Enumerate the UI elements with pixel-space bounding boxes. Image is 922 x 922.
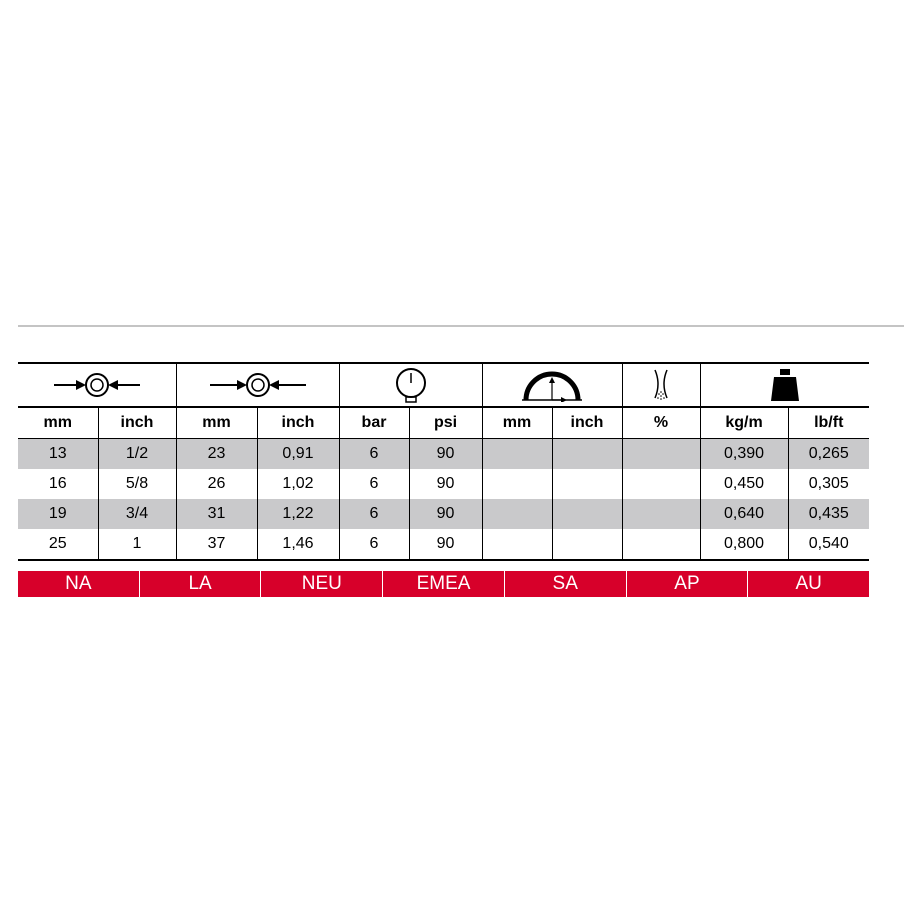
cell	[552, 439, 622, 470]
cell: 0,390	[700, 439, 788, 470]
unit-pressure-bar: bar	[339, 407, 409, 439]
pressure-gauge-icon	[393, 367, 429, 403]
cell: 1/2	[98, 439, 176, 470]
cell: 0,800	[700, 529, 788, 560]
region-na: NA	[65, 573, 92, 594]
cell	[552, 499, 622, 529]
bend-radius-header	[482, 363, 622, 407]
top-divider	[18, 325, 904, 327]
cell: 3/4	[98, 499, 176, 529]
cell: 26	[176, 469, 257, 499]
unit-pressure-psi: psi	[409, 407, 482, 439]
cell: 6	[339, 529, 409, 560]
unit-outer-inch: inch	[257, 407, 339, 439]
inner-diameter-header	[18, 363, 176, 407]
region-la: LA	[139, 571, 261, 597]
cell	[552, 529, 622, 560]
vacuum-header	[622, 363, 700, 407]
cell: 25	[18, 529, 98, 560]
cell: 6	[339, 469, 409, 499]
hose-inner-diameter-icon	[52, 369, 142, 401]
cell: 13	[18, 439, 98, 470]
cell: 90	[409, 529, 482, 560]
cell: 19	[18, 499, 98, 529]
cell	[552, 469, 622, 499]
weight-icon	[769, 368, 801, 402]
cell	[622, 529, 700, 560]
unit-inner-inch: inch	[98, 407, 176, 439]
cell: 1,02	[257, 469, 339, 499]
pressure-header	[339, 363, 482, 407]
cell: 0,305	[788, 469, 869, 499]
region-neu: NEU	[260, 571, 382, 597]
bend-radius-icon	[520, 368, 584, 402]
cell: 0,265	[788, 439, 869, 470]
cell	[482, 529, 552, 560]
cell: 0,640	[700, 499, 788, 529]
cell	[622, 439, 700, 470]
cell: 6	[339, 439, 409, 470]
cell: 0,435	[788, 499, 869, 529]
region-sa: SA	[504, 571, 626, 597]
cell	[622, 469, 700, 499]
cell: 16	[48, 475, 67, 492]
unit-weight-lbft: lb/ft	[788, 407, 869, 439]
cell: 90	[409, 499, 482, 529]
cell: 37	[176, 529, 257, 560]
table-row	[18, 439, 869, 470]
cell	[482, 469, 552, 499]
cell: 1	[98, 529, 176, 560]
table-row	[18, 469, 869, 499]
unit-weight-kgm: kg/m	[700, 407, 788, 439]
vacuum-icon	[646, 368, 676, 402]
cell: 5/8	[98, 469, 176, 499]
outer-diameter-header	[176, 363, 339, 407]
region-au: AU	[747, 571, 869, 597]
cell: 1,46	[257, 529, 339, 560]
region-bar	[18, 571, 869, 597]
unit-inner-mm: mm	[18, 407, 98, 439]
cell: 0,540	[788, 529, 869, 560]
cell	[482, 439, 552, 470]
region-emea: EMEA	[382, 571, 504, 597]
cell: 1,22	[257, 499, 339, 529]
table-row	[18, 499, 869, 529]
cell	[622, 499, 700, 529]
cell: 0,450	[700, 469, 788, 499]
cell: 90	[409, 469, 482, 499]
unit-vacuum-percent: %	[622, 407, 700, 439]
unit-bend-mm: mm	[482, 407, 552, 439]
unit-outer-mm: mm	[176, 407, 257, 439]
cell: 23	[176, 439, 257, 470]
region-ap: AP	[626, 571, 748, 597]
hose-outer-diameter-icon	[208, 369, 308, 401]
cell: 90	[409, 439, 482, 470]
table-row	[18, 529, 869, 560]
spec-table	[18, 362, 869, 561]
cell: 6	[339, 499, 409, 529]
weight-header	[700, 363, 869, 407]
unit-bend-inch: inch	[552, 407, 622, 439]
cell: 0,91	[257, 439, 339, 470]
cell	[482, 499, 552, 529]
cell: 31	[176, 499, 257, 529]
